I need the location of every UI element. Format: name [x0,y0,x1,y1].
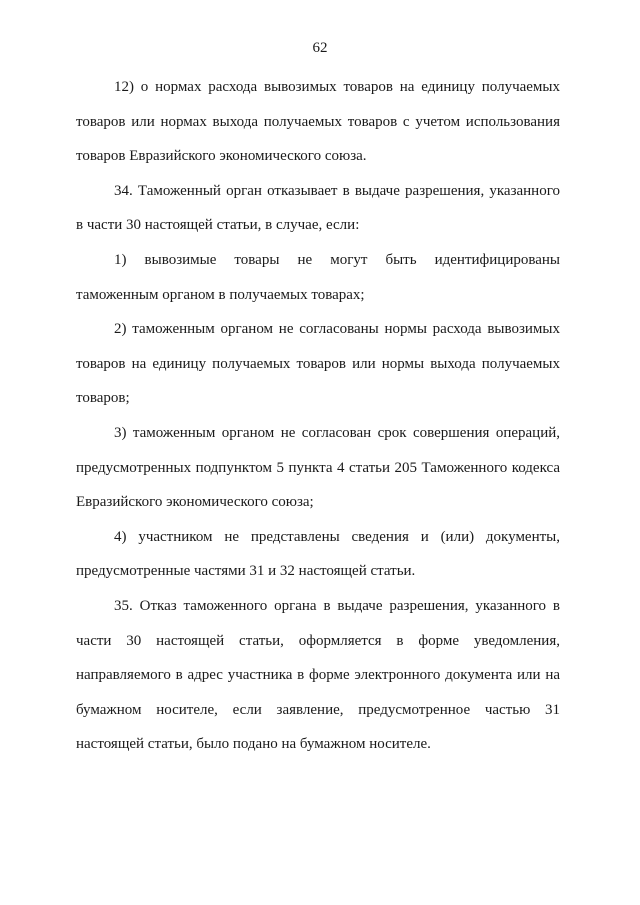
paragraph-item-3: 3) таможенным органом не согласован срок совершения операций, предусмотренных подпунктом 5 пункта 4 статьи 205 Таможенного кодекса Евразийского экономического союза; [76,424,560,511]
document-body [76,70,560,762]
paragraph-item-4: 4) участником не представлены сведения и (или) документы, предусмотренные частями 31 и 32 настоящей статьи. [76,528,560,580]
paragraph-item-12: 12) о нормах расхода вывозимых товаров на единицу получаемых товаров или нормах выхода получаемых товаров с учетом использования товаров Евразийского экономического союза. [76,79,560,165]
page-number: 62 [312,40,328,56]
paragraph-item-2: 2) таможенным органом не согласованы нормы расхода вывозимых товаров на единицу получаемых товаров или нормы выхода получаемых товаров; [76,321,560,407]
paragraph-35: 35. Отказ таможенного органа в выдаче разрешения, указанного в части 30 настоящей статьи, оформляется в форме уведомления, направляемого в адрес участника в форме электронного документа или на бумажном носителе, если заявление, предусмотренное частью 31 настоящей статьи, было подано на бумажном носителе. [76,597,560,753]
paragraph-item-1: 1) вывозимые товары не могут быть идентифицированы таможенным органом в получаемых товарах; [76,251,560,303]
paragraph-34: 34. Таможенный орган отказывает в выдаче разрешения, указанного в части 30 настоящей статьи, в случае, если: [76,182,560,234]
